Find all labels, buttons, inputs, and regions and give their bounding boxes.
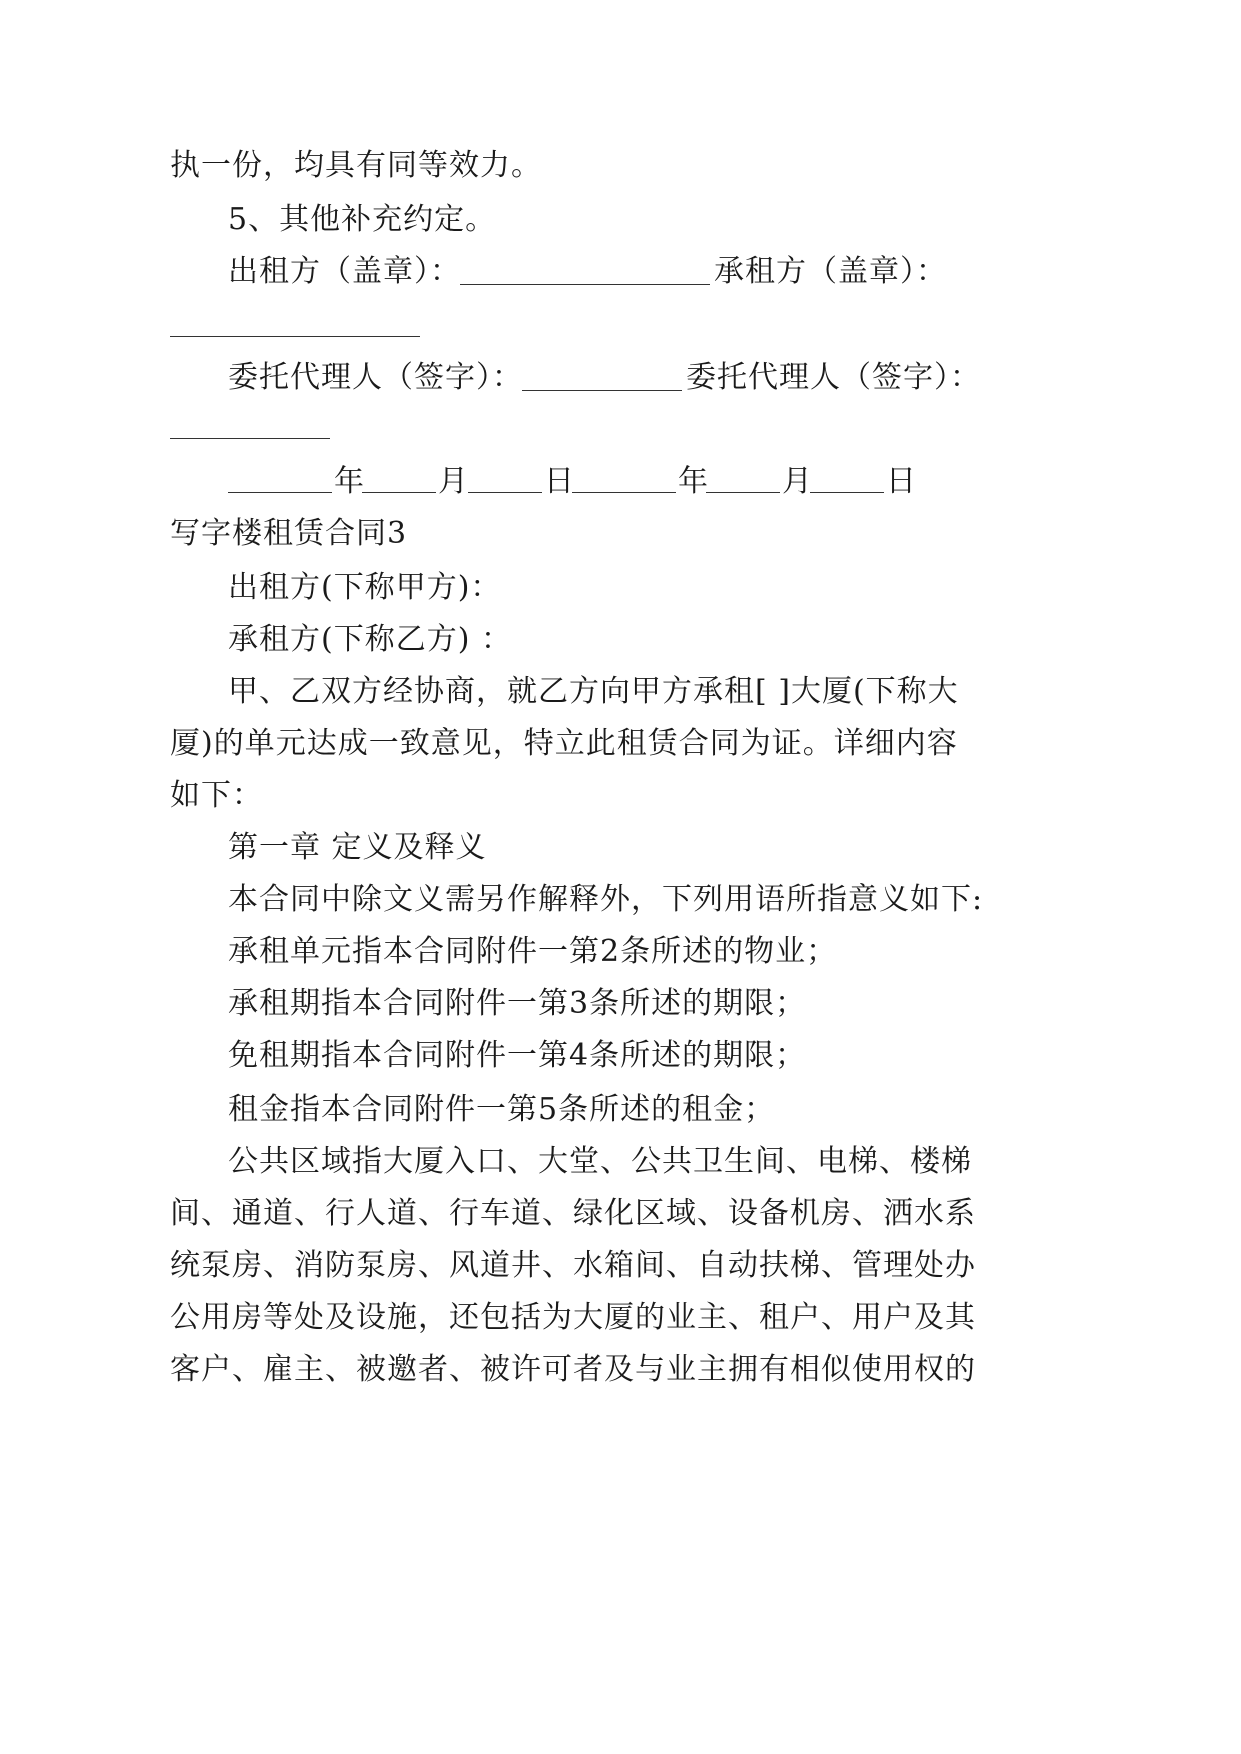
lessor-agent-label: 委托代理人（签字）： <box>228 360 523 395</box>
text-line: 承租方(下称乙方) ： <box>228 622 512 657</box>
text-line: 承租期指本合同附件一第3条所述的期限； <box>228 986 807 1021</box>
text-line: 免租期指本合同附件一第4条所述的期限； <box>228 1038 807 1073</box>
lessee-agent-label: 委托代理人（签字）： <box>686 360 981 395</box>
lessee-seal-blank <box>170 336 420 337</box>
year-label: 年 <box>334 464 365 499</box>
date-blank <box>572 492 676 493</box>
date-blank <box>706 492 780 493</box>
day-label: 日 <box>886 464 917 499</box>
text-line: 统泵房、消防泵房、风道井、水箱间、自动扶梯、管理处办 <box>170 1248 976 1283</box>
month-label: 月 <box>438 464 469 499</box>
date-blank <box>468 492 542 493</box>
chapter-heading: 第一章 定义及释义 <box>228 830 487 865</box>
lessor-seal-label: 出租方（盖章）： <box>228 254 461 289</box>
text-line: 客户、雇主、被邀者、被许可者及与业主拥有相似使用权的 <box>170 1352 976 1387</box>
date-blank <box>228 492 332 493</box>
day-label: 日 <box>544 464 575 499</box>
text-line: 间、通道、行人道、行车道、绿化区域、设备机房、洒水系 <box>170 1196 976 1231</box>
date-blank <box>810 492 884 493</box>
lessee-seal-label: 承租方（盖章）： <box>714 254 947 289</box>
text-line: 如下： <box>170 778 263 813</box>
text-line: 厦)的单元达成一致意见，特立此租赁合同为证。详细内容 <box>170 726 958 761</box>
text-line: 本合同中除文义需另作解释外，下列用语所指意义如下: <box>228 882 984 917</box>
date-blank <box>362 492 436 493</box>
section-heading: 写字楼租赁合同3 <box>170 516 408 551</box>
text-line: 甲、乙双方经协商，就乙方向甲方承租[ ]大厦(下称大 <box>228 674 959 709</box>
text-line: 公共区域指大厦入口、大堂、公共卫生间、电梯、楼梯 <box>228 1144 972 1179</box>
lessor-seal-blank <box>460 284 710 285</box>
text-line: 承租单元指本合同附件一第2条所述的物业； <box>228 934 838 969</box>
lessor-agent-blank <box>522 390 682 391</box>
month-label: 月 <box>782 464 813 499</box>
text-line: 5、其他补充约定。 <box>228 202 497 237</box>
lessee-agent-blank <box>170 438 330 439</box>
year-label: 年 <box>678 464 709 499</box>
text-line: 公用房等处及设施，还包括为大厦的业主、租户、用户及其 <box>170 1300 976 1335</box>
text-line: 租金指本合同附件一第5条所述的租金； <box>228 1092 776 1127</box>
text-line: 出租方(下称甲方)： <box>228 570 502 605</box>
text-line: 执一份，均具有同等效力。 <box>170 148 542 183</box>
